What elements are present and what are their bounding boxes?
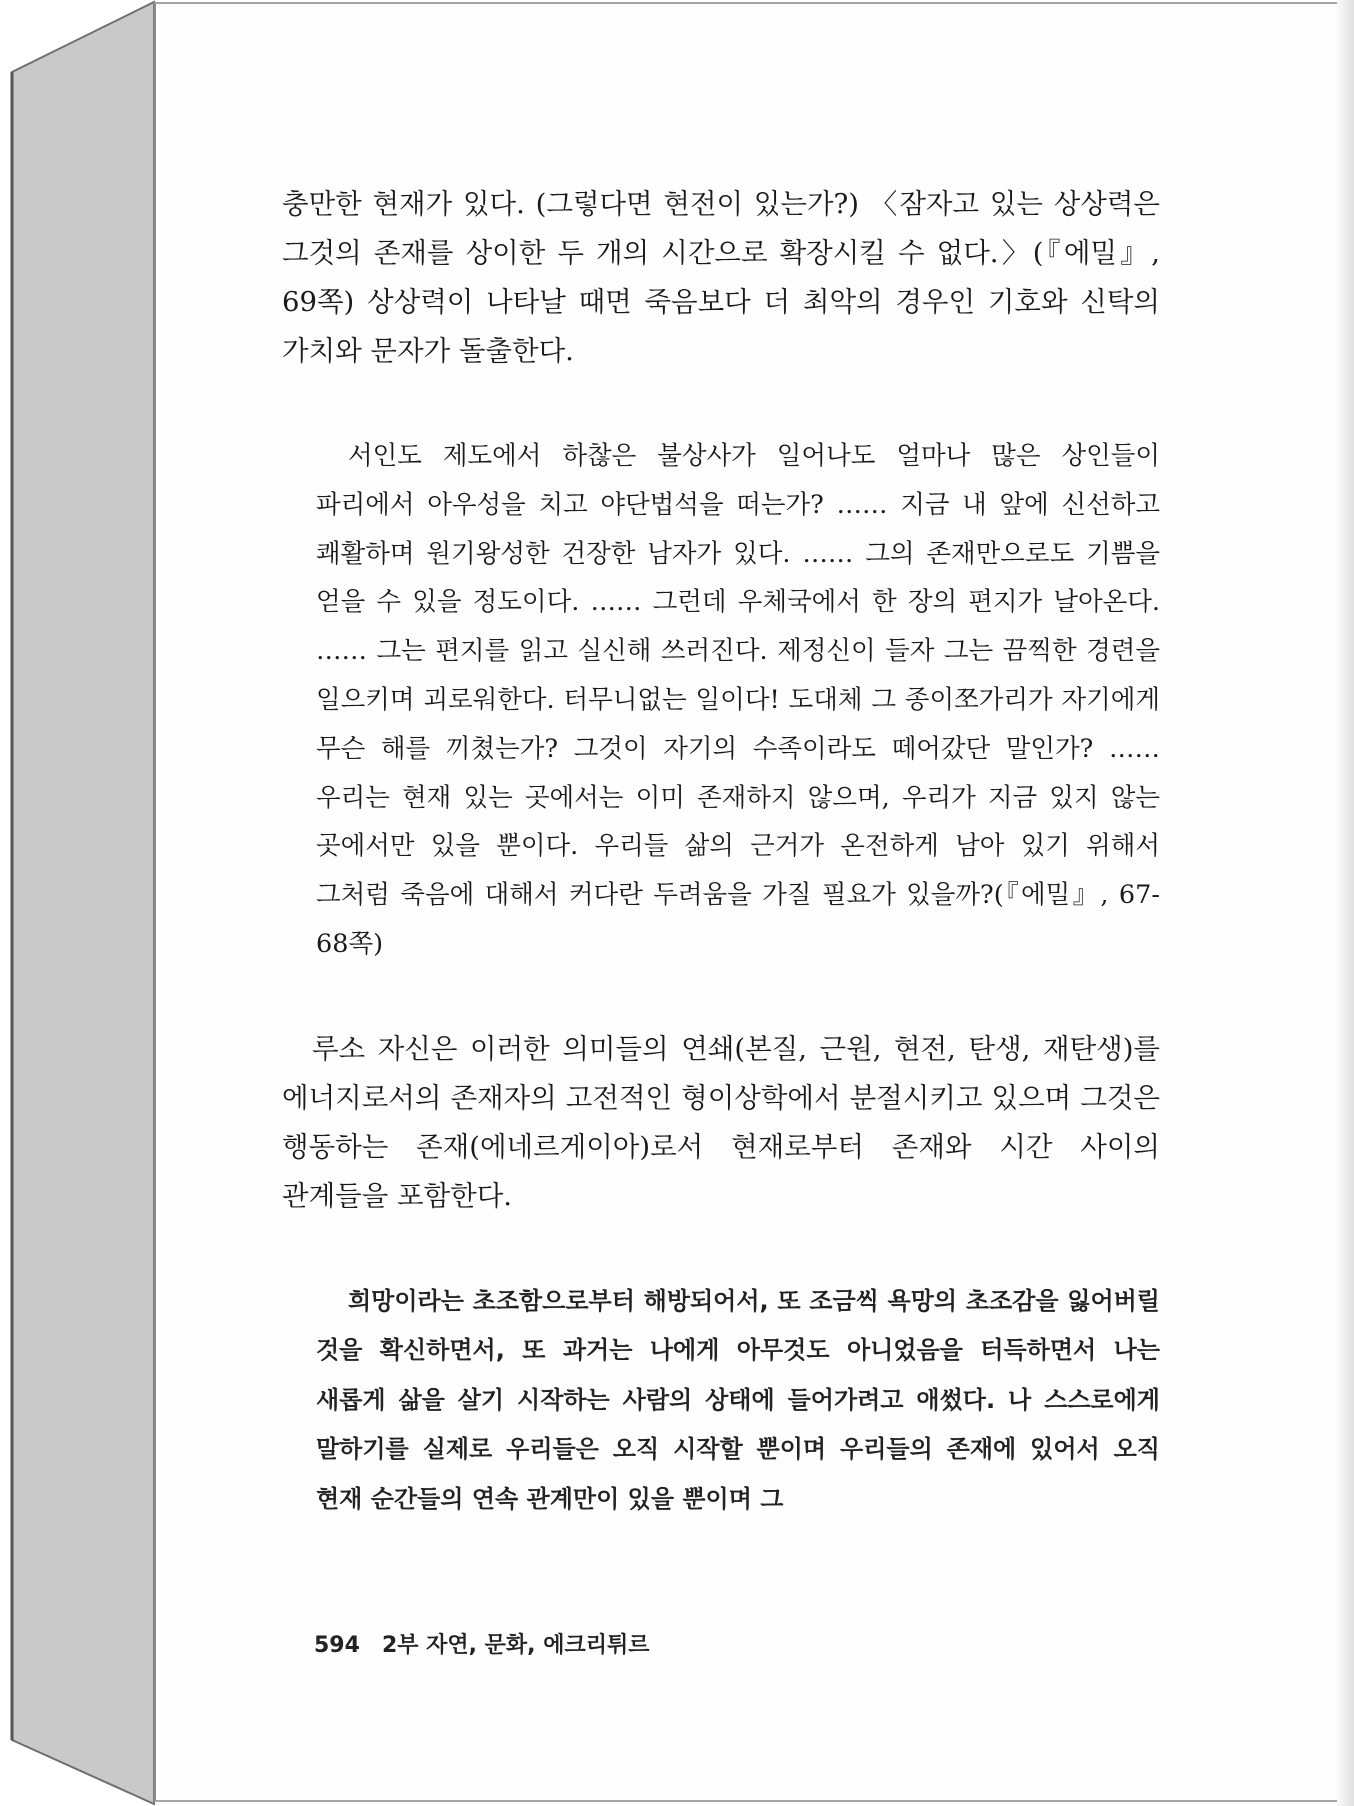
paragraph-intro: 충만한 현재가 있다. (그렇다면 현전이 있는가?) 〈잠자고 있는 상상력은 그것의 존재를 상이한 두 개의 시간으로 확장시킬 수 없다.〉(『에밀』, 69쪽) 상상력이 나타날 때면 죽음보다 더 최악의 경우인 기호와 신탁의 가치와 문자가 돌출한다. xyxy=(282,188,1160,367)
page-edge-shadow xyxy=(1334,0,1354,1806)
page-body xyxy=(282,180,1160,1524)
block-quote-emile: 서인도 제도에서 하찮은 불상사가 일어나도 얼마나 많은 상인들이 파리에서 아우성을 치고 야단법석을 떠는가? …… 지금 내 앞에 신선하고 쾌활하며 원기왕성한 건장한 남자가 있다. …… 그의 존재만으로도 기쁨을 얻을 수 있을 정도이다. …… 그런데 우체국에서 한 장의 편지가 날아온다. …… 그는 편지를 읽고 실신해 쓰러진다. 제정신이 들자 그는 끔찍한 경련을 일으키며 괴로워한다. 터무니없는 일이다! 도대체 그 종이쪼가리가 자기에게 무슨 해를 끼쳤는가? 그것이 자기의 수족이라도 떼어갔단 말인가? …… 우리는 현재 있는 곳에서는 이미 존재하지 않으며, 우리가 지금 있지 않는 곳에서만 있을 뿐이다. 우리들 삶의 근거가 온전하게 남아 있기 위해서 그처럼 죽음에 대해서 커다란 두려움을 가질 필요가 있을까?(『에밀』, 67-68쪽) xyxy=(316,441,1160,959)
page-number: 594 xyxy=(314,1633,360,1658)
book-spine-edge xyxy=(0,0,160,1806)
page-footer xyxy=(314,1628,649,1659)
block-quote-hope: 희망이라는 초조함으로부터 해방되어서, 또 조금씩 욕망의 초조감을 잃어버릴 것을 확신하면서, 또 과거는 나에게 아무것도 아니었음을 터득하면서 나는 새롭게 삶을 살기 시작하는 사람의 상태에 들어가려고 애썼다. 나 스스로에게 말하기를 실제로 우리들은 오직 시작할 뿐이며 우리들의 존재에 있어서 오직 현재 순간들의 연속 관계만이 있을 뿐이며 그 xyxy=(316,1286,1160,1513)
running-section-title: 2부 자연, 문화, 에크리튀르 xyxy=(381,1633,650,1658)
paragraph-rousseau: 루소 자신은 이러한 의미들의 연쇄(본질, 근원, 현전, 탄생, 재탄생)를 에너지로서의 존재자의 고전적인 형이상학에서 분절시키고 있으며 그것은 행동하는 존재(에네르게이아)로서 현재로부터 존재와 시간 사이의 관계들을 포함한다. xyxy=(282,1032,1160,1212)
